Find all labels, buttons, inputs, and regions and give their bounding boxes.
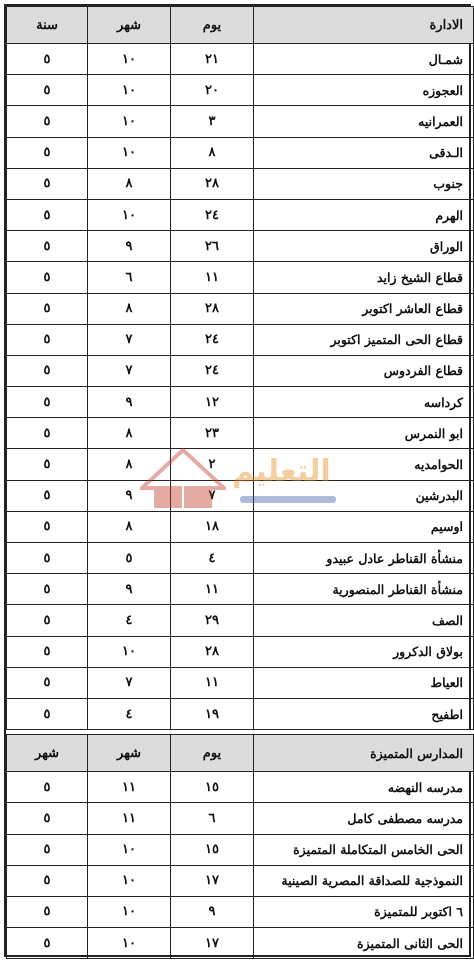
- cell-day: ٩: [171, 896, 254, 927]
- cell-name: بولاق الدكرور: [254, 636, 474, 667]
- table-row: [7, 262, 474, 293]
- cell-year: ٥: [7, 772, 88, 803]
- cell-day: ١٧: [171, 928, 254, 959]
- cell-name: مدرسه النهضه: [254, 772, 474, 803]
- cell-month: ١٠: [88, 834, 171, 865]
- cell-day: ١٥: [171, 834, 254, 865]
- cell-day: ١٧: [171, 865, 254, 896]
- cell-day: ٨: [171, 137, 254, 168]
- cell-name: البدرشين: [254, 480, 474, 511]
- cell-day: ١١: [171, 667, 254, 698]
- table-row: [7, 667, 474, 698]
- cell-name: قطاع الشيخ زايد: [254, 262, 474, 293]
- schools-header-row: [7, 735, 474, 772]
- schedule-table-body: [7, 7, 474, 959]
- cell-month: ٦: [88, 262, 171, 293]
- cell-name: الحوامديه: [254, 449, 474, 480]
- cell-name: الـدقى: [254, 137, 474, 168]
- cell-month: ٨: [88, 418, 171, 449]
- watermark-text: التعليم: [232, 454, 331, 489]
- cell-name: جنوب: [254, 168, 474, 199]
- cell-year: ٥: [7, 574, 88, 605]
- cell-day: ١١: [171, 574, 254, 605]
- cell-name: مدرسه مصطفى كامل: [254, 803, 474, 834]
- cell-year: ٥: [7, 324, 88, 355]
- cell-month: ٤: [88, 605, 171, 636]
- cell-name: منشأة القناطر المنصورية: [254, 574, 474, 605]
- cell-year: ٥: [7, 168, 88, 199]
- cell-year: ٥: [7, 605, 88, 636]
- table-row: [7, 511, 474, 542]
- cell-day: ٢٨: [171, 293, 254, 324]
- header-day: يوم: [171, 735, 254, 772]
- cell-month: ٥: [88, 543, 171, 574]
- table-row: [7, 44, 474, 75]
- table-row: [7, 199, 474, 230]
- cell-month: ١٠: [88, 928, 171, 959]
- cell-name: العياط: [254, 667, 474, 698]
- table-row: [7, 355, 474, 386]
- table-row: [7, 928, 474, 959]
- main-header-row: [7, 7, 474, 44]
- cell-month: ١٠: [88, 896, 171, 927]
- table-row: [7, 168, 474, 199]
- cell-day: ١٥: [171, 772, 254, 803]
- table-row: [7, 865, 474, 896]
- cell-year: ٥: [7, 355, 88, 386]
- cell-name: ابو النمرس: [254, 418, 474, 449]
- cell-month: ١٠: [88, 137, 171, 168]
- cell-month: ٨: [88, 168, 171, 199]
- cell-year: ٥: [7, 293, 88, 324]
- cell-name: اوسيم: [254, 511, 474, 542]
- cell-name: كرداسه: [254, 387, 474, 418]
- schedule-table: [6, 6, 474, 959]
- cell-name: الحى الخامس المتكاملة المتميزة: [254, 834, 474, 865]
- header-month: شهر: [88, 735, 171, 772]
- cell-name: شمـال: [254, 44, 474, 75]
- table-row: [7, 772, 474, 803]
- cell-day: ٢٩: [171, 605, 254, 636]
- cell-day: ٢٤: [171, 355, 254, 386]
- cell-year: ٥: [7, 928, 88, 959]
- cell-year: ٥: [7, 543, 88, 574]
- cell-name: النموذجية للصداقة المصرية الصينية: [254, 865, 474, 896]
- cell-day: ١٨: [171, 511, 254, 542]
- table-row: [7, 698, 474, 729]
- table-row: [7, 137, 474, 168]
- cell-day: ٢١: [171, 44, 254, 75]
- cell-year: ٥: [7, 865, 88, 896]
- cell-name: الوراق: [254, 231, 474, 262]
- table-row: [7, 75, 474, 106]
- cell-month: ٩: [88, 387, 171, 418]
- cell-name: قطاع الفردوس: [254, 355, 474, 386]
- table-row: [7, 293, 474, 324]
- cell-day: ٢٠: [171, 75, 254, 106]
- cell-month: ٨: [88, 293, 171, 324]
- cell-month: ٨: [88, 511, 171, 542]
- cell-year: ٥: [7, 75, 88, 106]
- cell-day: ٢٤: [171, 324, 254, 355]
- cell-day: ٢٦: [171, 231, 254, 262]
- table-row: [7, 636, 474, 667]
- cell-year: ٥: [7, 418, 88, 449]
- cell-month: ١٠: [88, 75, 171, 106]
- cell-month: ٧: [88, 667, 171, 698]
- cell-month: ١٠: [88, 865, 171, 896]
- cell-month: ١٠: [88, 636, 171, 667]
- cell-year: ٥: [7, 636, 88, 667]
- cell-name: الحى الثانى المتميزة: [254, 928, 474, 959]
- cell-year: ٥: [7, 511, 88, 542]
- header-month: شهر: [88, 7, 171, 44]
- header-day: يوم: [171, 7, 254, 44]
- cell-year: ٥: [7, 44, 88, 75]
- cell-month: ٤: [88, 698, 171, 729]
- cell-day: ٢٨: [171, 636, 254, 667]
- cell-month: ١٠: [88, 44, 171, 75]
- cell-year: ٥: [7, 106, 88, 137]
- cell-month: ٧: [88, 355, 171, 386]
- cell-month: ٧: [88, 324, 171, 355]
- cell-day: ٢٣: [171, 418, 254, 449]
- table-row: [7, 387, 474, 418]
- header-year: سنة: [7, 7, 88, 44]
- cell-year: ٥: [7, 480, 88, 511]
- cell-year: ٥: [7, 896, 88, 927]
- cell-day: ١٩: [171, 698, 254, 729]
- header-name: الادارة: [254, 7, 474, 44]
- table-row: [7, 324, 474, 355]
- table-row: [7, 480, 474, 511]
- cell-day: ٧: [171, 480, 254, 511]
- cell-month: ٩: [88, 480, 171, 511]
- table-row: [7, 834, 474, 865]
- cell-name: اطفيح: [254, 698, 474, 729]
- cell-year: ٥: [7, 834, 88, 865]
- cell-day: ٢: [171, 449, 254, 480]
- cell-day: ٣: [171, 106, 254, 137]
- cell-name: ٦ اكتوبر للمتميزة: [254, 896, 474, 927]
- cell-month: ٩: [88, 231, 171, 262]
- cell-name: الهرم: [254, 199, 474, 230]
- cell-name: قطاع العاشر اكتوبر: [254, 293, 474, 324]
- cell-month: ٨: [88, 449, 171, 480]
- cell-name: العجوزه: [254, 75, 474, 106]
- cell-month: ١٠: [88, 199, 171, 230]
- cell-day: ٢٨: [171, 168, 254, 199]
- schedule-sheet: [4, 4, 471, 957]
- cell-year: ٥: [7, 137, 88, 168]
- cell-name: منشأة القناطر عادل عبيدو: [254, 543, 474, 574]
- cell-month: ١١: [88, 772, 171, 803]
- table-row: [7, 543, 474, 574]
- table-row: [7, 449, 474, 480]
- table-row: [7, 418, 474, 449]
- cell-day: ٢٤: [171, 199, 254, 230]
- cell-year: ٥: [7, 387, 88, 418]
- table-row: [7, 896, 474, 927]
- table-row: [7, 231, 474, 262]
- cell-day: ٤: [171, 543, 254, 574]
- cell-day: ٦: [171, 803, 254, 834]
- cell-name: الصف: [254, 605, 474, 636]
- cell-day: ١١: [171, 262, 254, 293]
- cell-name: العمرانيه: [254, 106, 474, 137]
- table-row: [7, 574, 474, 605]
- table-row: [7, 106, 474, 137]
- cell-month: ٩: [88, 574, 171, 605]
- header-year: شهر: [7, 735, 88, 772]
- cell-year: ٥: [7, 449, 88, 480]
- cell-year: ٥: [7, 231, 88, 262]
- cell-year: ٥: [7, 803, 88, 834]
- cell-year: ٥: [7, 199, 88, 230]
- cell-day: ١٢: [171, 387, 254, 418]
- cell-month: ١٠: [88, 106, 171, 137]
- cell-year: ٥: [7, 262, 88, 293]
- table-row: [7, 803, 474, 834]
- table-row: [7, 605, 474, 636]
- cell-name: قطاع الحى المتميز اكتوبر: [254, 324, 474, 355]
- header-name: المدارس المتميزة: [254, 735, 474, 772]
- cell-year: ٥: [7, 698, 88, 729]
- cell-year: ٥: [7, 667, 88, 698]
- cell-month: ١١: [88, 803, 171, 834]
